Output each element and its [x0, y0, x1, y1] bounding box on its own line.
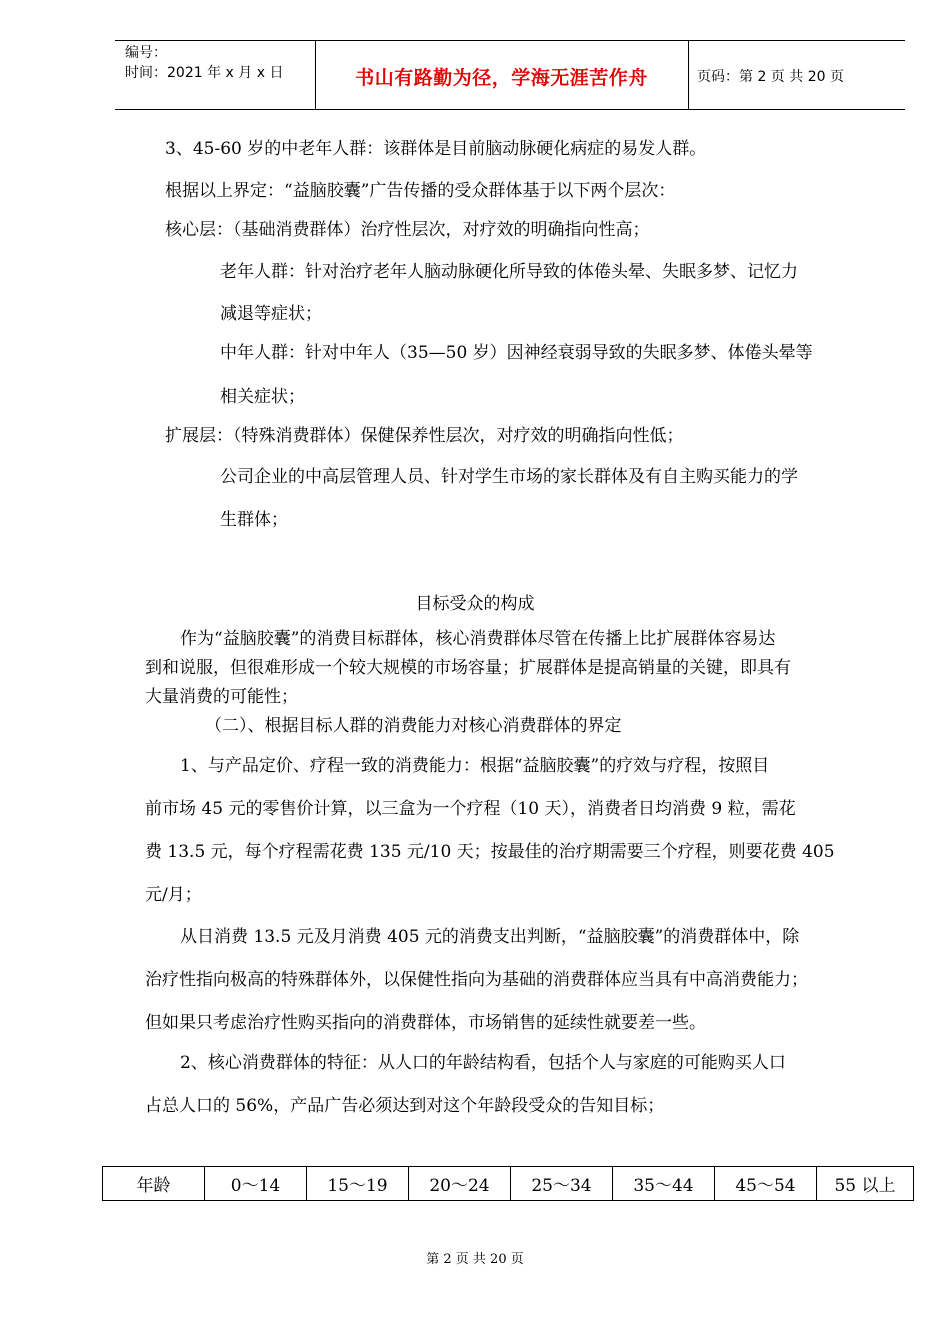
table-cell: 0～14 — [205, 1167, 307, 1201]
page-footer: 第 2 页 共 20 页 — [426, 1252, 524, 1267]
header-meta — [125, 43, 283, 83]
body-line: 中年人群：针对中年人（35—50 岁）因神经衰弱导致的失眠多梦、体倦头晕等 — [220, 343, 813, 363]
table-cell: 45～54 — [715, 1167, 817, 1201]
body-line: 扩展层：（特殊消费群体）保健保养性层次，对疗效的明确指向性低； — [165, 426, 684, 446]
body-line: 费 13.5 元，每个疗程需花费 135 元/10 天；按最佳的治疗期需要三个疗程，则要花费 405 — [145, 842, 835, 862]
header-page-info: 页码：第 2 页 共 20 页 — [697, 69, 844, 85]
body-line: 从日消费 13.5 元及月消费 405 元的消费支出判断，“益脑胶囊”的消费群体中，除 — [180, 927, 800, 947]
header-motto: 书山有路勤为径，学海无涯苦作舟 — [355, 67, 648, 89]
table-cell: 20～24 — [409, 1167, 511, 1201]
body-line: 相关症状； — [220, 387, 305, 407]
body-line: 2、核心消费群体的特征：从人口的年龄结构看，包括个人与家庭的可能购买人口 — [180, 1053, 786, 1073]
subheading: （二）、根据目标人群的消费能力对核心消费群体的界定 — [205, 716, 622, 736]
table-row — [103, 1167, 914, 1201]
body-line: 前市场 45 元的零售价计算，以三盒为一个疗程（10 天），消费者日均消费 9 粒，需花 — [145, 799, 796, 819]
body-line: 作为“益脑胶囊”的消费目标群体，核心消费群体尽管在传播上比扩展群体容易达 — [180, 629, 776, 649]
body-line: 治疗性指向极高的特殊群体外，以保健性指向为基础的消费群体应当具有中高消费能力； — [145, 970, 808, 990]
body-line: 元/月； — [145, 885, 202, 905]
table-cell: 15～19 — [307, 1167, 409, 1201]
body-line: 大量消费的可能性； — [145, 687, 298, 707]
table-cell: 35～44 — [613, 1167, 715, 1201]
body-line: 公司企业的中高层管理人员、针对学生市场的家长群体及有自主购买能力的学 — [220, 467, 798, 487]
age-table — [102, 1166, 914, 1201]
body-line: 核心层：（基础消费群体）治疗性层次，对疗效的明确指向性高； — [165, 220, 650, 240]
table-cell: 年龄 — [103, 1167, 205, 1201]
body-line: 占总人口的 56%，产品广告必须达到对这个年龄段受众的告知目标； — [145, 1096, 665, 1116]
header-time-label: 时间：2021 年 x 月 x 日 — [125, 65, 284, 81]
body-line: 1、与产品定价、疗程一致的消费能力：根据“益脑胶囊”的疗效与疗程，按照目 — [180, 756, 770, 776]
body-line: 减退等症状； — [220, 304, 322, 324]
table-cell: 25～34 — [511, 1167, 613, 1201]
header-number-label: 编号： — [125, 45, 167, 61]
body-line: 根据以上界定：“益脑胶囊”广告传播的受众群体基于以下两个层次： — [165, 181, 676, 201]
header-divider — [688, 41, 689, 109]
section-title: 目标受众的构成 — [415, 594, 535, 614]
body-line: 到和说服，但很难形成一个较大规模的市场容量；扩展群体是提高销量的关键，即具有 — [145, 658, 791, 678]
table-cell: 55 以上 — [817, 1167, 914, 1201]
body-line: 生群体； — [220, 510, 288, 530]
page-header — [115, 40, 905, 110]
body-line: 老年人群：针对治疗老年人脑动脉硬化所导致的体倦头晕、失眠多梦、记忆力 — [220, 262, 798, 282]
body-line: 但如果只考虑治疗性购买指向的消费群体，市场销售的延续性就要差一些。 — [145, 1013, 706, 1033]
body-line: 3、45-60 岁的中老年人群：该群体是目前脑动脉硬化病症的易发人群。 — [165, 139, 707, 159]
